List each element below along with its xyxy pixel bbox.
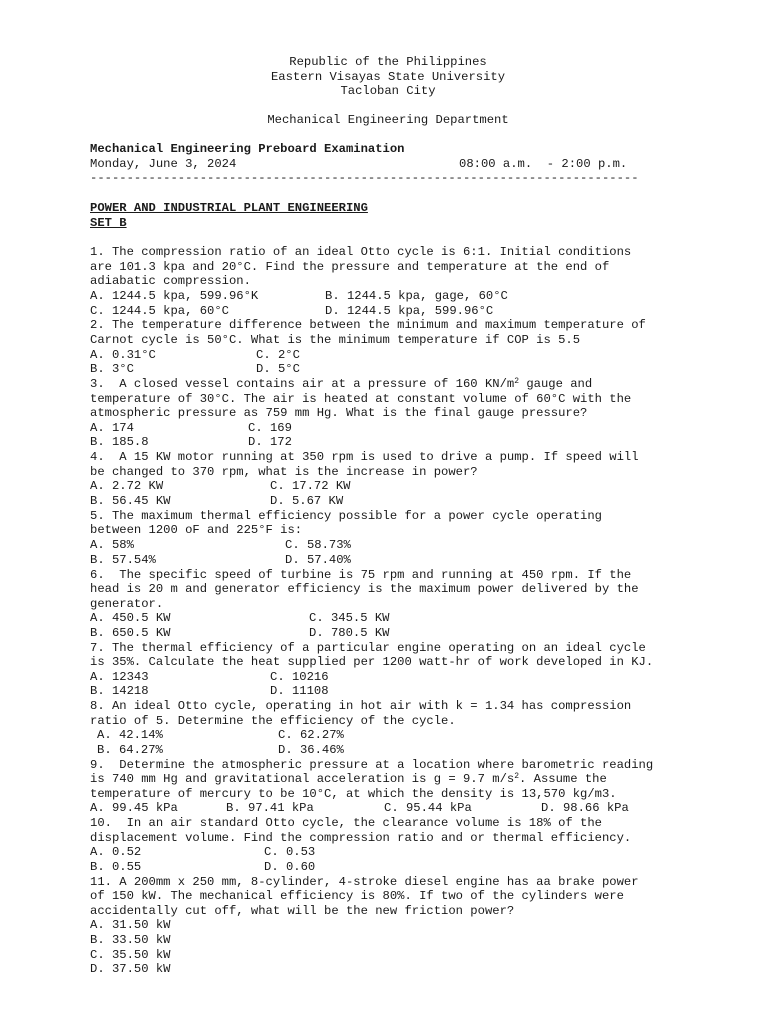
- question-text: 4. A 15 KW motor running at 350 rpm is used to drive a pump. If speed will: [90, 450, 639, 464]
- question-text-part: 3. A closed vessel contains air at a pressure of 160 KN/m: [90, 377, 515, 391]
- question-text: head is 20 m and generator efficiency is the maximum power delivered by the: [90, 582, 639, 596]
- option-b: B. 1244.5 kpa, gage, 60°C: [325, 289, 508, 303]
- option-b: B. 14218: [90, 684, 149, 698]
- question-text: between 1200 oF and 225°F is:: [90, 523, 303, 537]
- option-a: A. 2.72 KW: [90, 479, 164, 493]
- option-c: C. 169: [248, 421, 292, 435]
- option-b: B. 57.54%: [90, 553, 156, 567]
- option-b: B. 3°C: [90, 362, 134, 376]
- option-d: D. 5.67 KW: [270, 494, 344, 508]
- question-text: 5. The maximum thermal efficiency possible for a power cycle operating: [90, 509, 602, 523]
- option-d: D. 11108: [270, 684, 329, 698]
- question-text: be changed to 370 rpm, what is the increase in power?: [90, 465, 478, 479]
- option-d: D. 172: [248, 435, 292, 449]
- question-text: 7. The thermal efficiency of a particular engine operating on an ideal cycle: [90, 641, 646, 655]
- superscript: 2: [514, 772, 520, 781]
- exam-title: Mechanical Engineering Preboard Examination: [90, 142, 405, 156]
- question-text: generator.: [90, 597, 164, 611]
- option-a: A. 99.45 kPa: [90, 801, 178, 815]
- option-c: C. 17.72 KW: [270, 479, 351, 493]
- option-c: C. 10216: [270, 670, 329, 684]
- option-a: A. 31.50 kW: [90, 918, 171, 932]
- question-text: 2. The temperature difference between the minimum and maximum temperature of: [90, 318, 646, 332]
- option-b: B. 56.45 KW: [90, 494, 171, 508]
- option-a: A. 0.52: [90, 845, 142, 859]
- question-text: [90, 377, 592, 392]
- option-a: A. 58%: [90, 538, 134, 552]
- option-b: B. 97.41 kPa: [226, 801, 314, 815]
- option-d: D. 5°C: [256, 362, 300, 376]
- option-d: D. 57.40%: [285, 553, 351, 567]
- option-d: D. 1244.5 kpa, 599.96°C: [325, 304, 494, 318]
- option-c: C. 95.44 kPa: [384, 801, 472, 815]
- option-c: C. 1244.5 kpa, 60°C: [90, 304, 229, 318]
- option-c: C. 62.27%: [278, 728, 344, 742]
- question-text: of 150 kW. The mechanical efficiency is 80%. If two of the cylinders were: [90, 889, 624, 903]
- header-university: Eastern Visayas State University: [270, 70, 506, 84]
- question-text: 8. An ideal Otto cycle, operating in hot air with k = 1.34 has compression: [90, 699, 632, 713]
- option-c: C. 58.73%: [285, 538, 351, 552]
- option-c: C. 2°C: [256, 348, 300, 362]
- question-text: 10. In an air standard Otto cycle, the clearance volume is 18% of the: [90, 816, 602, 830]
- option-b: B. 0.55: [90, 860, 142, 874]
- subject-name: POWER AND INDUSTRIAL PLANT ENGINEERING: [90, 201, 368, 215]
- option-c: C. 345.5 KW: [309, 611, 390, 625]
- option-a: A. 1244.5 kpa, 599.96°K: [90, 289, 259, 303]
- separator-line: ---------------------------------------------------------------------------: [90, 171, 639, 185]
- question-text: 11. A 200mm x 250 mm, 8-cylinder, 4-stroke diesel engine has aa brake power: [90, 875, 639, 889]
- option-d: D. 36.46%: [278, 743, 344, 757]
- question-text: Carnot cycle is 50°C. What is the minimum temperature if COP is 5.5: [90, 333, 581, 347]
- question-text: adiabatic compression.: [90, 274, 251, 288]
- option-a: A. 42.14%: [97, 728, 163, 742]
- option-b: B. 33.50 kW: [90, 933, 171, 947]
- option-b: B. 650.5 KW: [90, 626, 171, 640]
- question-text: atmospheric pressure as 759 mm Hg. What is the final gauge pressure?: [90, 406, 588, 420]
- question-text-part: gauge and: [519, 377, 593, 391]
- question-text: displacement volume. Find the compression ratio and or thermal efficiency.: [90, 831, 632, 845]
- question-text: temperature of 30°C. The air is heated at constant volume of 60°C with the: [90, 392, 632, 406]
- option-d: D. 780.5 KW: [309, 626, 390, 640]
- question-text: is 35%. Calculate the heat supplied per 1200 watt-hr of work developed in KJ.: [90, 655, 654, 669]
- subject-set: SET B: [90, 216, 127, 230]
- option-a: A. 174: [90, 421, 134, 435]
- option-d: D. 37.50 kW: [90, 962, 171, 976]
- question-text-part: . Assume the: [519, 772, 607, 786]
- option-b: B. 185.8: [90, 435, 149, 449]
- question-text: temperature of mercury to be 10°C, at which the density is 13,570 kg/m3.: [90, 787, 617, 801]
- exam-time: 08:00 a.m. - 2:00 p.m.: [459, 157, 628, 171]
- header-department: Mechanical Engineering Department: [267, 113, 509, 127]
- option-d: D. 98.66 kPa: [541, 801, 629, 815]
- header-country: Republic of the Philippines: [289, 55, 487, 69]
- question-text: 9. Determine the atmospheric pressure at a location where barometric reading: [90, 758, 654, 772]
- question-text-part: is 740 mm Hg and gravitational acceleration is g = 9.7 m/s: [90, 772, 515, 786]
- option-a: A. 12343: [90, 670, 149, 684]
- superscript: 2: [514, 377, 520, 386]
- question-text: accidentally cut off, what will be the new friction power?: [90, 904, 515, 918]
- option-b: B. 64.27%: [97, 743, 163, 757]
- question-text: 6. The specific speed of turbine is 75 rpm and running at 450 rpm. If the: [90, 568, 632, 582]
- option-c: C. 0.53: [264, 845, 316, 859]
- question-text: [90, 772, 607, 787]
- question-text: ratio of 5. Determine the efficiency of the cycle.: [90, 714, 456, 728]
- question-text: 1. The compression ratio of an ideal Otto cycle is 6:1. Initial conditions: [90, 245, 632, 259]
- header-city: Tacloban City: [340, 84, 436, 98]
- option-a: A. 0.31°C: [90, 348, 156, 362]
- option-c: C. 35.50 kW: [90, 948, 171, 962]
- option-d: D. 0.60: [264, 860, 316, 874]
- option-a: A. 450.5 KW: [90, 611, 171, 625]
- exam-date: Monday, June 3, 2024: [90, 157, 237, 171]
- question-text: are 101.3 kpa and 20°C. Find the pressure and temperature at the end of: [90, 260, 610, 274]
